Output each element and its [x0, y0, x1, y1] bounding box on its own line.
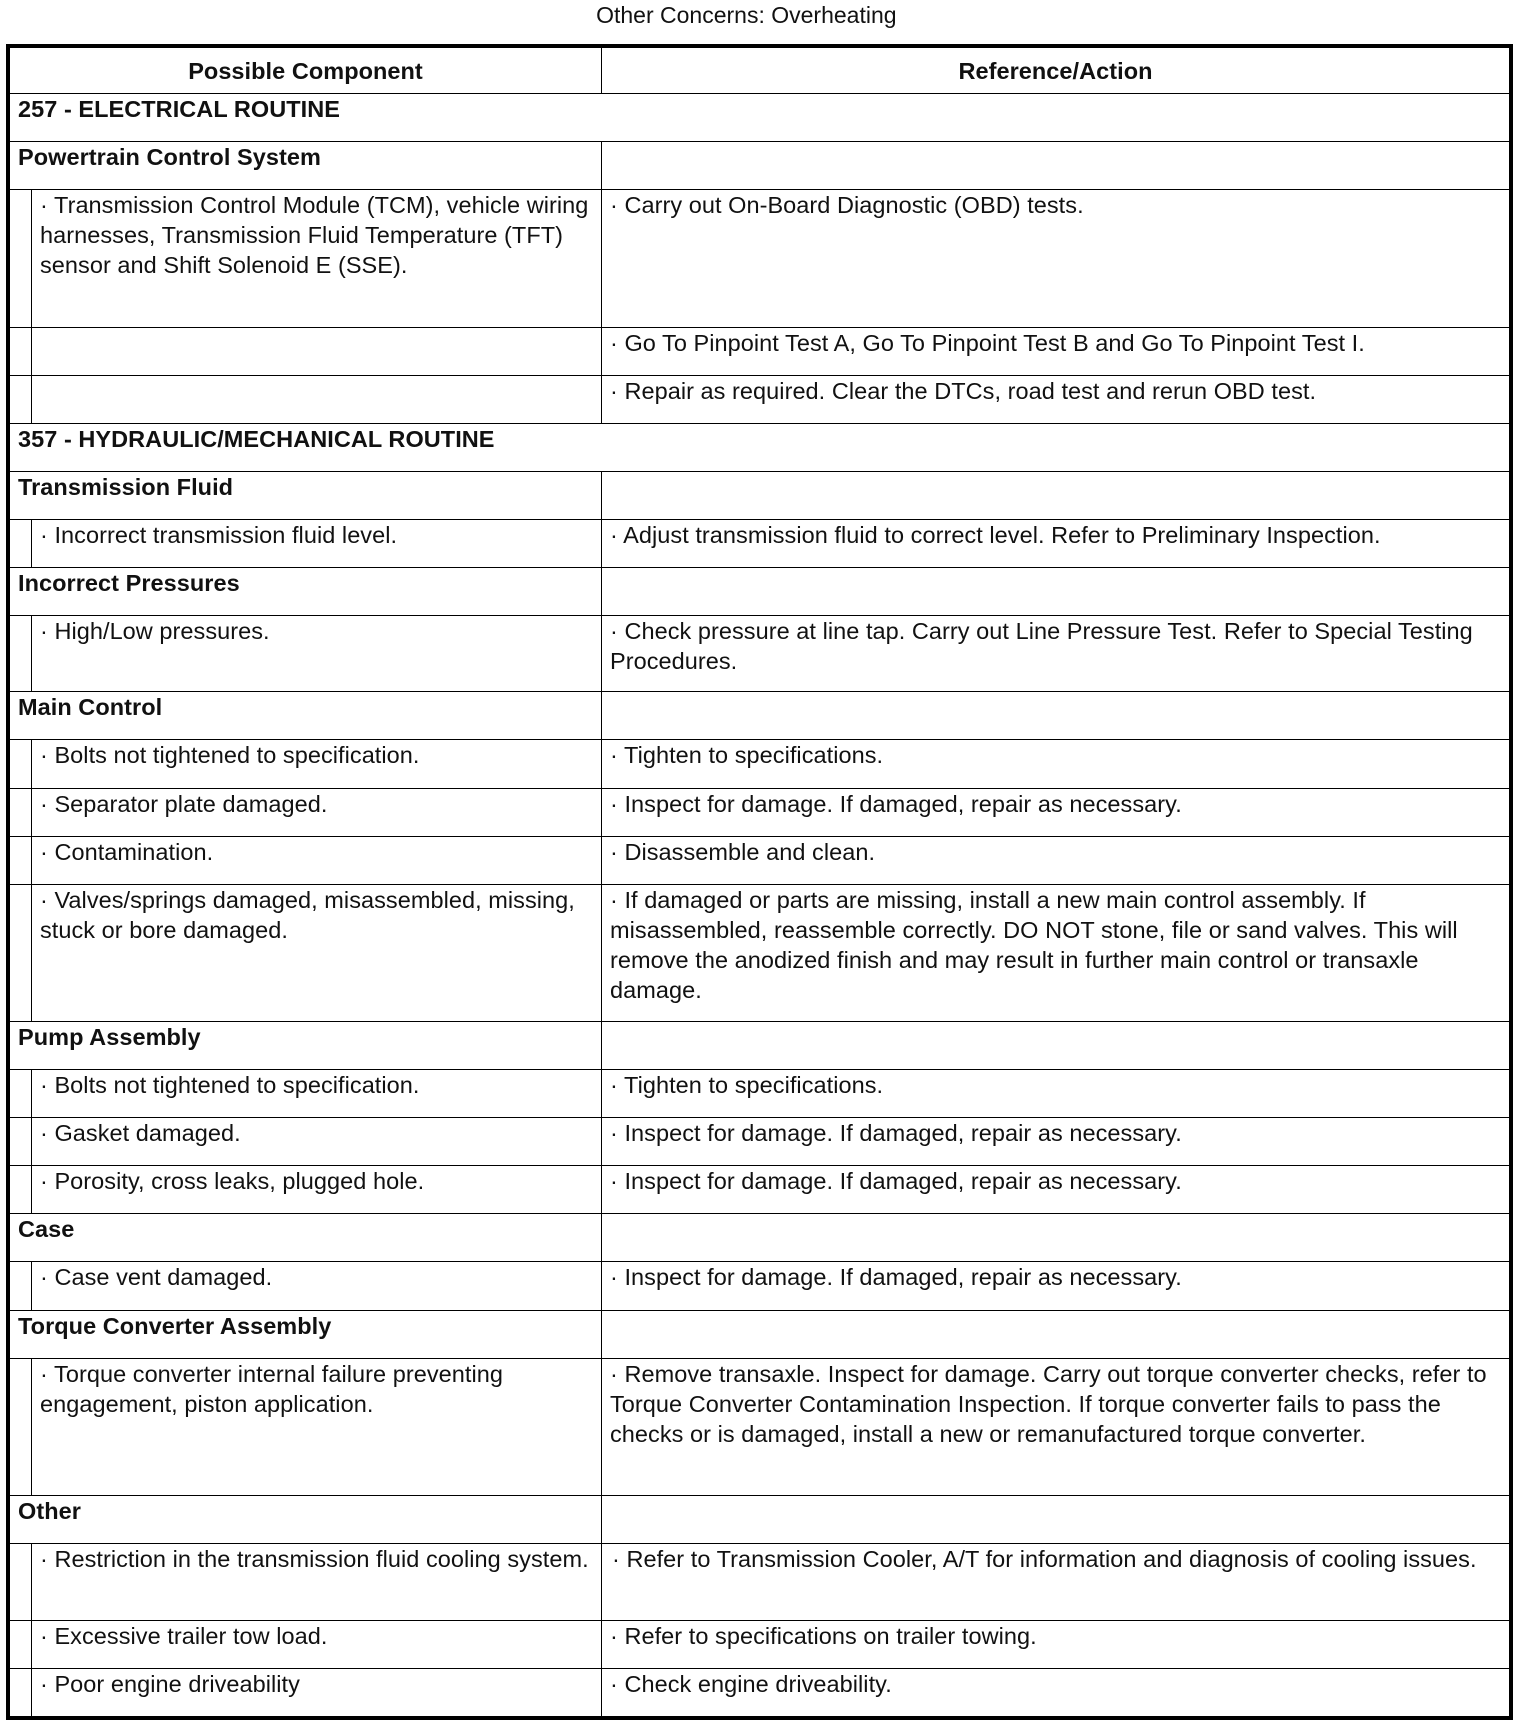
action-cell: · Inspect for damage. If damaged, repair as necessary. [602, 1166, 1510, 1214]
component-cell: · Poor engine driveability [32, 1668, 602, 1716]
action-cell: · Inspect for damage. If damaged, repair as necessary. [602, 1262, 1510, 1310]
table-row [10, 519, 1510, 567]
table-row [10, 190, 1510, 328]
group-row [10, 1022, 1510, 1070]
section-heading: 257 - ELECTRICAL ROUTINE [10, 94, 1510, 142]
table-row [10, 788, 1510, 836]
indent-cell [10, 740, 32, 788]
component-cell: · Valves/springs damaged, misassembled, missing, stuck or bore damaged. [32, 884, 602, 1022]
indent-cell [10, 190, 32, 328]
action-cell: · Tighten to specifications. [602, 1070, 1510, 1118]
table-row [10, 375, 1510, 423]
group-heading: Main Control [10, 692, 602, 740]
group-row [10, 692, 1510, 740]
section-heading: 357 - HYDRAULIC/MECHANICAL ROUTINE [10, 423, 1510, 471]
table-row [10, 836, 1510, 884]
group-heading: Powertrain Control System [10, 142, 602, 190]
indent-cell [10, 836, 32, 884]
table-row [10, 1358, 1510, 1496]
component-cell: · Bolts not tightened to specification. [32, 740, 602, 788]
action-cell: · Inspect for damage. If damaged, repair as necessary. [602, 788, 1510, 836]
action-cell: · Tighten to specifications. [602, 740, 1510, 788]
indent-cell [10, 1166, 32, 1214]
symptom-table-frame [6, 44, 1513, 1720]
group-action-cell [602, 142, 1510, 190]
indent-cell [10, 615, 32, 691]
group-action-cell [602, 1496, 1510, 1544]
indent-cell [10, 788, 32, 836]
indent-cell [10, 375, 32, 423]
indent-cell [10, 1118, 32, 1166]
group-row [10, 1310, 1510, 1358]
column-header-component: Possible Component [10, 48, 602, 94]
table-row [10, 884, 1510, 1022]
group-heading: Torque Converter Assembly [10, 1310, 602, 1358]
group-action-cell [602, 1214, 1510, 1262]
action-cell: · Check engine driveability. [602, 1668, 1510, 1716]
table-row [10, 1166, 1510, 1214]
component-cell: · Transmission Control Module (TCM), vehicle wiring harnesses, Transmission Fluid Temperature (TFT) sensor and Shift Solenoid E (SSE). [32, 190, 602, 328]
action-cell: · Disassemble and clean. [602, 836, 1510, 884]
indent-cell [10, 327, 32, 375]
group-action-cell [602, 567, 1510, 615]
group-row [10, 567, 1510, 615]
action-cell: · Adjust transmission fluid to correct level. Refer to Preliminary Inspection. [602, 519, 1510, 567]
action-cell: · Inspect for damage. If damaged, repair as necessary. [602, 1118, 1510, 1166]
indent-cell [10, 1544, 32, 1620]
action-cell: · Refer to specifications on trailer towing. [602, 1620, 1510, 1668]
component-cell: · Separator plate damaged. [32, 788, 602, 836]
action-cell: · Check pressure at line tap. Carry out Line Pressure Test. Refer to Special Testing Procedures. [602, 615, 1510, 691]
header-row [10, 48, 1510, 94]
component-cell [32, 327, 602, 375]
indent-cell [10, 1358, 32, 1496]
group-row [10, 142, 1510, 190]
action-cell: · Refer to Transmission Cooler, A/T for information and diagnosis of cooling issues. [602, 1544, 1510, 1620]
section-row [10, 94, 1510, 142]
component-cell: · Case vent damaged. [32, 1262, 602, 1310]
table-row [10, 1620, 1510, 1668]
component-cell: · Excessive trailer tow load. [32, 1620, 602, 1668]
component-cell: · Bolts not tightened to specification. [32, 1070, 602, 1118]
group-row [10, 1496, 1510, 1544]
table-body [10, 94, 1510, 1717]
group-heading: Other [10, 1496, 602, 1544]
indent-cell [10, 1262, 32, 1310]
column-header-action: Reference/Action [602, 48, 1510, 94]
table-row [10, 615, 1510, 691]
table-row [10, 327, 1510, 375]
component-cell: · Torque converter internal failure preventing engagement, piston application. [32, 1358, 602, 1496]
action-cell: · Remove transaxle. Inspect for damage. Carry out torque converter checks, refer to Torque Converter Contamination Inspection. If torque converter fails to pass the checks or is damaged, install a new or remanufactured torque converter. [602, 1358, 1510, 1496]
group-heading: Pump Assembly [10, 1022, 602, 1070]
component-cell: · Restriction in the transmission fluid cooling system. [32, 1544, 602, 1620]
table-row [10, 1668, 1510, 1716]
component-cell [32, 375, 602, 423]
page-caption: Other Concerns: Overheating [596, 2, 897, 28]
group-action-cell [602, 1310, 1510, 1358]
indent-cell [10, 519, 32, 567]
group-heading: Transmission Fluid [10, 471, 602, 519]
table-row [10, 1118, 1510, 1166]
table-row [10, 740, 1510, 788]
indent-cell [10, 1668, 32, 1716]
indent-cell [10, 1620, 32, 1668]
indent-cell [10, 884, 32, 1022]
component-cell: · Contamination. [32, 836, 602, 884]
symptom-table [9, 47, 1510, 1717]
action-cell: · Go To Pinpoint Test A, Go To Pinpoint Test B and Go To Pinpoint Test I. [602, 327, 1510, 375]
group-action-cell [602, 471, 1510, 519]
component-cell: · Gasket damaged. [32, 1118, 602, 1166]
group-heading: Case [10, 1214, 602, 1262]
action-cell: · If damaged or parts are missing, install a new main control assembly. If misassembled, reassemble correctly. DO NOT stone, file or sand valves. This will remove the anodized finish and may result in further main control or transaxle damage. [602, 884, 1510, 1022]
group-heading: Incorrect Pressures [10, 567, 602, 615]
table-row [10, 1544, 1510, 1620]
group-row [10, 1214, 1510, 1262]
group-action-cell [602, 692, 1510, 740]
component-cell: · Incorrect transmission fluid level. [32, 519, 602, 567]
section-row [10, 423, 1510, 471]
group-action-cell [602, 1022, 1510, 1070]
component-cell: · Porosity, cross leaks, plugged hole. [32, 1166, 602, 1214]
table-row [10, 1070, 1510, 1118]
component-cell: · High/Low pressures. [32, 615, 602, 691]
table-row [10, 1262, 1510, 1310]
action-cell: · Carry out On-Board Diagnostic (OBD) tests. [602, 190, 1510, 328]
indent-cell [10, 1070, 32, 1118]
action-cell: · Repair as required. Clear the DTCs, road test and rerun OBD test. [602, 375, 1510, 423]
group-row [10, 471, 1510, 519]
